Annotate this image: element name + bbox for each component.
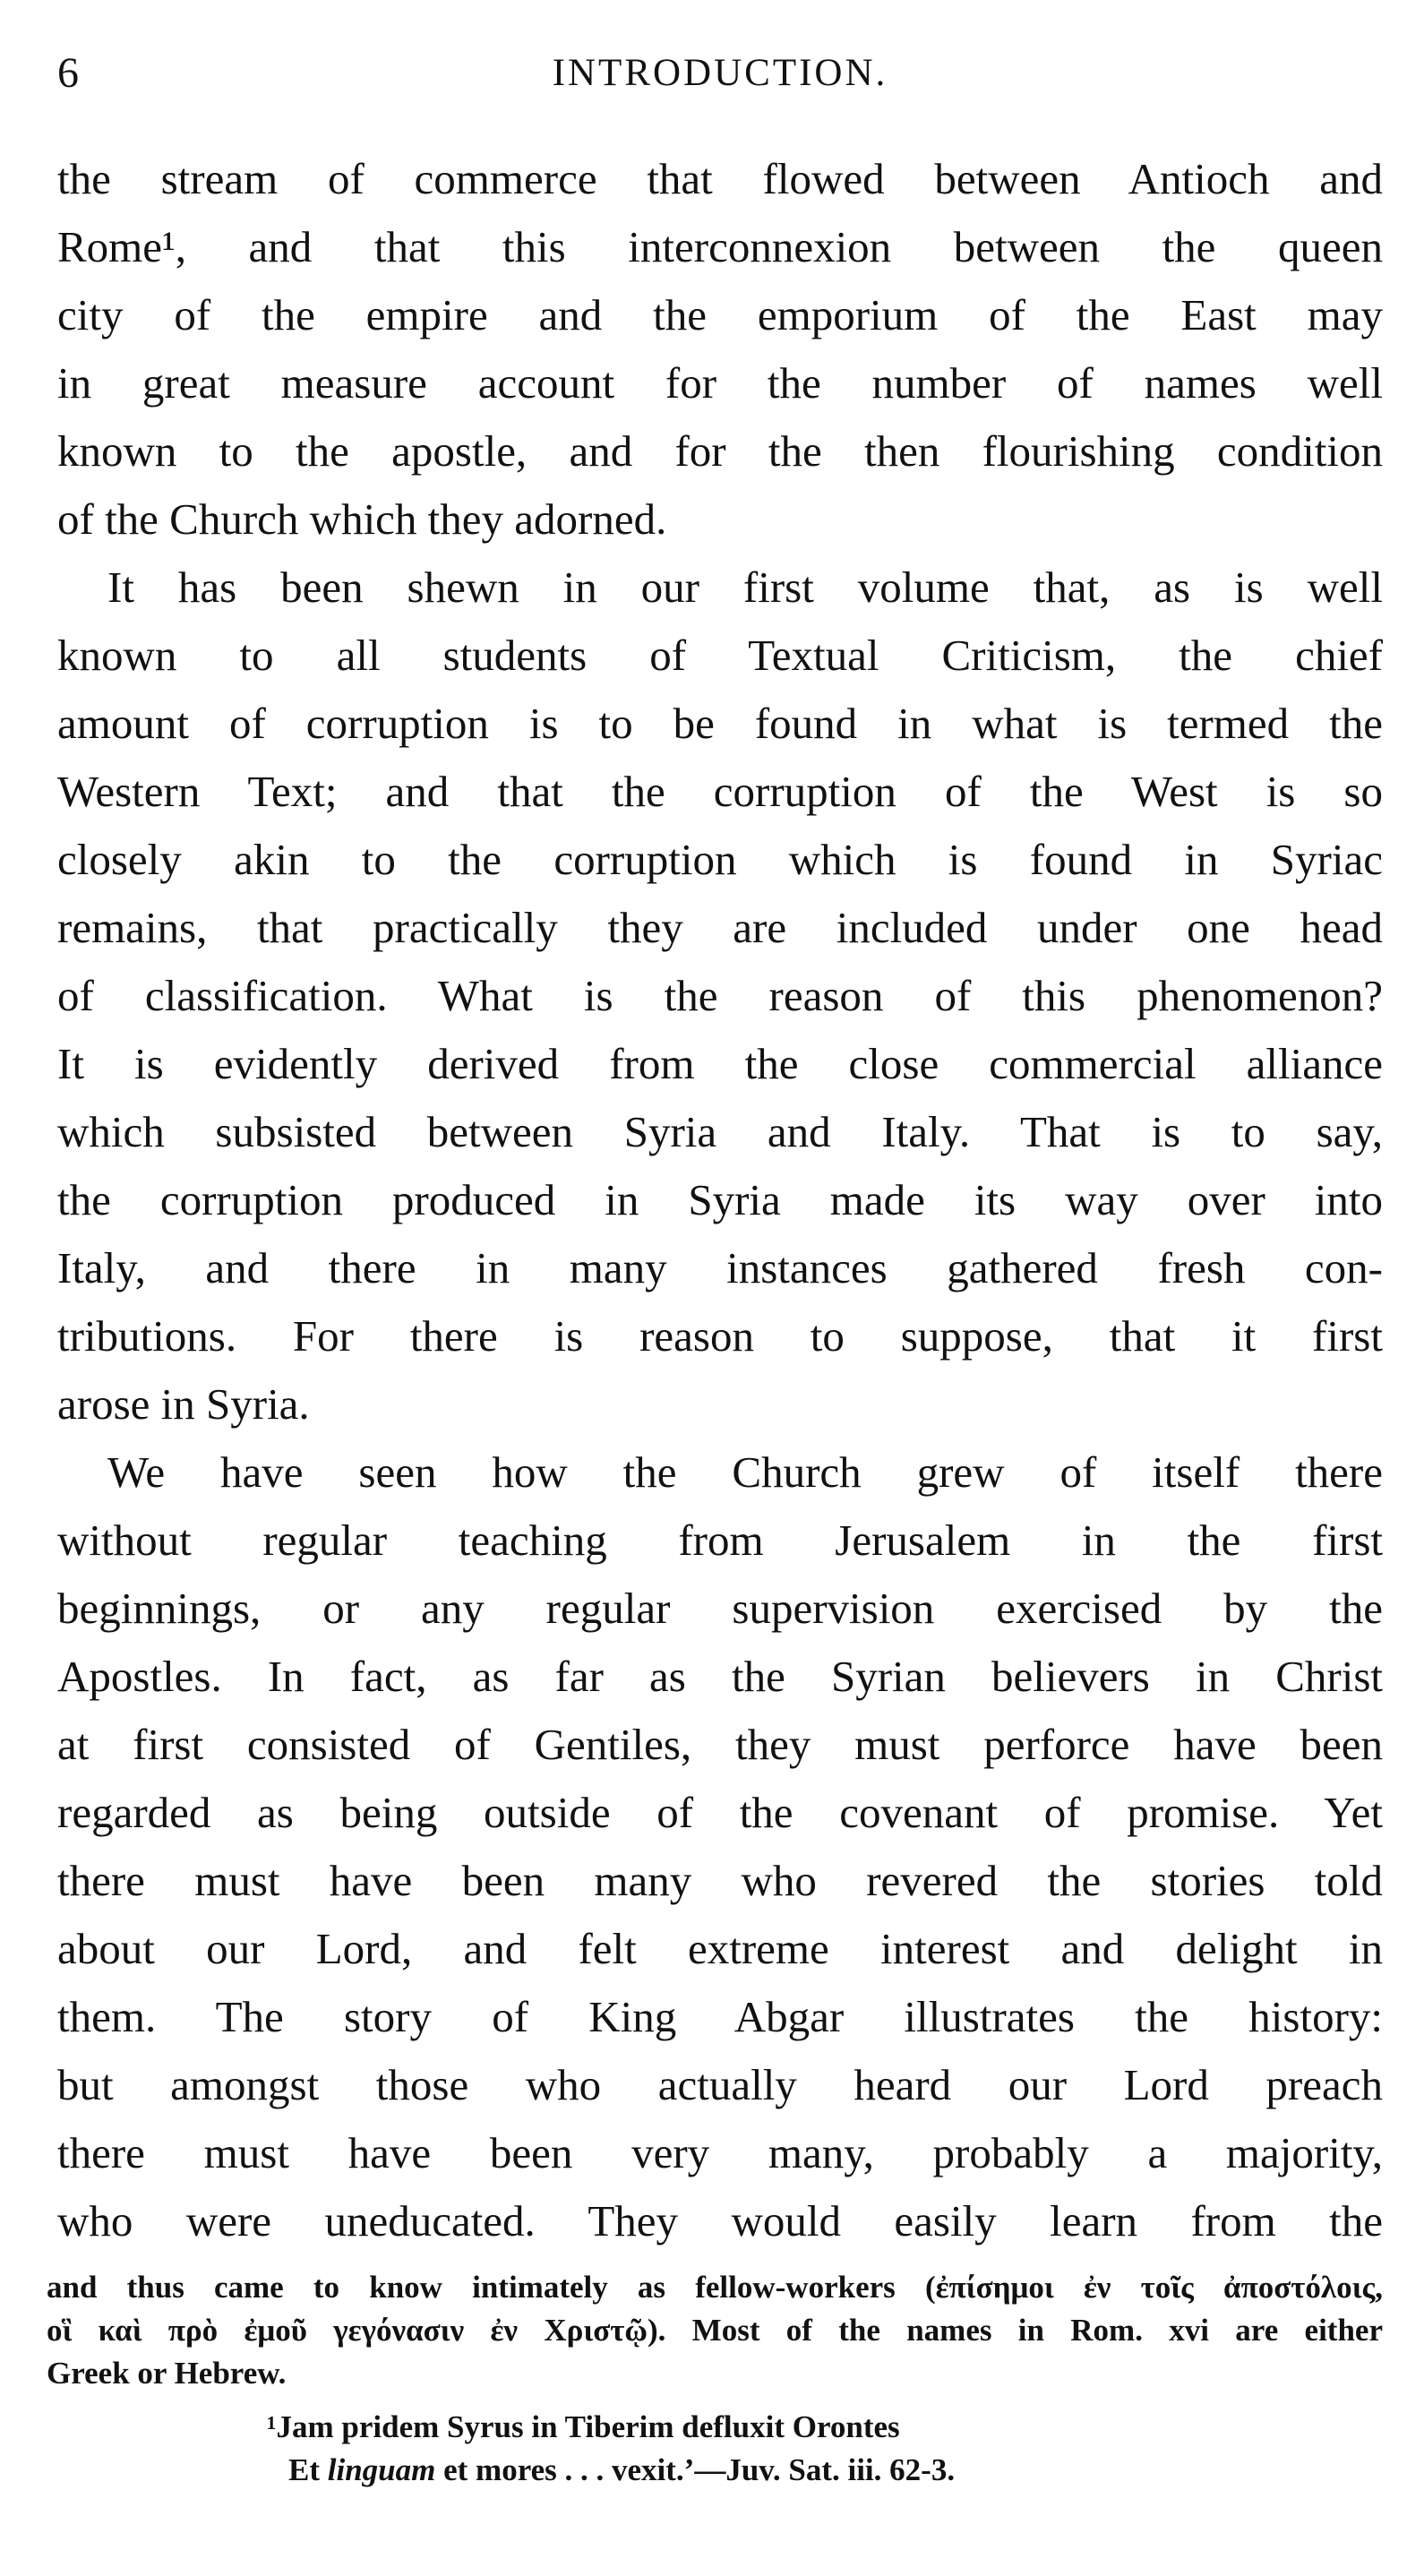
page-header <box>57 47 1383 100</box>
footnotes <box>47 2266 1383 2492</box>
text-line: there must have been many who revered the stories told <box>57 1856 1383 1905</box>
page-number: 6 <box>57 49 79 97</box>
footnote-quote-italic: linguam <box>327 2452 436 2487</box>
text-line: closely akin to the corruption which is found in Syriac <box>57 835 1383 884</box>
text-line: the corruption produced in Syria made its way over into <box>57 1175 1383 1224</box>
footnote-quote-citation: et mores . . . vexit.’—Juv. Sat. iii. 62-3. <box>435 2452 956 2487</box>
text-line: at first consisted of Gentiles, they must perforce have been <box>57 1720 1383 1769</box>
footnote-continuation <box>47 2266 1383 2395</box>
text-line: We have seen how the Church grew of itself there <box>107 1447 1383 1497</box>
text-line: known to all students of Textual Criticism, the chief <box>57 631 1383 680</box>
text-line: city of the empire and the emporium of the East may <box>57 290 1383 339</box>
text-line: It has been shewn in our first volume that, as is well <box>107 562 1383 612</box>
text-line: of classification. What is the reason of this phenomenon? <box>57 971 1383 1020</box>
text-line: but amongst those who actually heard our Lord preach <box>57 2060 1383 2109</box>
text-line: which subsisted between Syria and Italy. That is to say, <box>57 1107 1383 1156</box>
text-line: who were uneducated. They would easily learn from the <box>57 2196 1383 2245</box>
text-line: remains, that practically they are included under one head <box>57 903 1383 952</box>
text-line: Italy, and there in many instances gathered fresh con- <box>57 1243 1383 1292</box>
footnote-line: Greek or Hebrew. <box>47 2356 287 2391</box>
text-line: tributions. For there is reason to suppose, that it first <box>57 1311 1383 1361</box>
footnote-quote-text: Et <box>288 2452 328 2487</box>
text-line: Western Text; and that the corruption of the West is so <box>57 767 1383 816</box>
text-line: beginnings, or any regular supervision exercised by the <box>57 1584 1383 1633</box>
text-line: regarded as being outside of the covenant of promise. Yet <box>57 1788 1383 1837</box>
text-line: of the Church which they adorned. <box>57 494 667 544</box>
text-line: without regular teaching from Jerusalem in the first <box>57 1516 1383 1565</box>
text-line: there must have been very many, probably a majority, <box>57 2128 1383 2177</box>
text-line: arose in Syria. <box>57 1379 310 1429</box>
running-head: INTRODUCTION. <box>552 52 888 94</box>
text-line: known to the apostle, and for the then flourishing condition <box>57 426 1383 476</box>
text-line: Rome¹, and that this interconnexion between the queen <box>57 222 1383 271</box>
text-line: them. The story of King Abgar illustrates the history: <box>57 1992 1383 2041</box>
text-line: the stream of commerce that flowed between Antioch and <box>57 154 1383 203</box>
text-line: about our Lord, and felt extreme interest and delight in <box>57 1924 1383 1973</box>
footnote-quote-line-1: ¹Jam pridem Syrus in Tiberim defluxit Orontes <box>267 2409 900 2444</box>
text-line: in great measure account for the number of names well <box>57 358 1383 408</box>
text-line: Apostles. In fact, as far as the Syrian believers in Christ <box>57 1652 1383 1701</box>
main-text <box>57 145 1383 2255</box>
text-line: amount of corruption is to be found in what is termed the <box>57 699 1383 748</box>
footnote-quote-line-2 <box>47 2449 1383 2492</box>
footnote-line: and thus came to know intimately as fellow-workers (ἐπίσημοι ἐν τοῖς ἀποστόλοις, <box>47 2270 1383 2305</box>
footnote-line: οἳ καὶ πρὸ ἐμοῦ γεγόνασιν ἐν Χριστῷ). Most of the names in Rom. xvi are either <box>47 2313 1383 2348</box>
text-line: It is evidently derived from the close commercial alliance <box>57 1039 1383 1088</box>
